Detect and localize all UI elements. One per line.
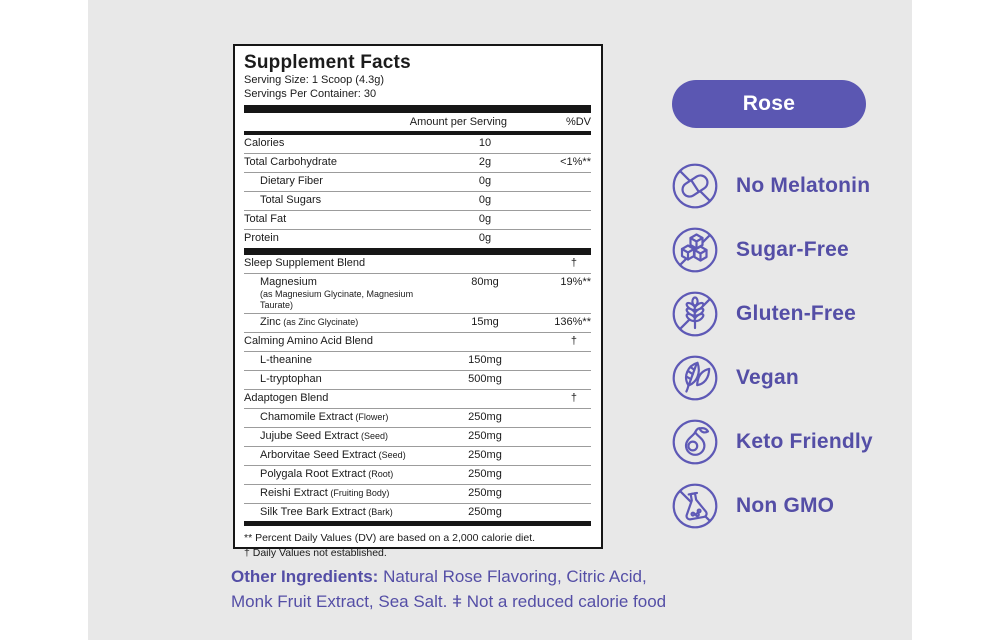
facts-rows: [244, 135, 591, 522]
facts-row: Sleep Supplement Blend †: [244, 255, 591, 274]
gluten-free-icon: [671, 290, 719, 338]
badge-label: Vegan: [736, 366, 799, 389]
section-divider: [244, 105, 591, 113]
servings-per-container: Servings Per Container: 30: [244, 87, 377, 100]
footnote-dagger: † Daily Values not established.: [244, 546, 387, 559]
facts-row: L-theanine 150mg: [244, 352, 591, 371]
facts-row: Silk Tree Bark Extract (Bark) 250mg: [260, 506, 502, 518]
flavor-rose-button[interactable]: Rose: [672, 80, 866, 128]
facts-title: Supplement Facts: [244, 52, 411, 73]
badge-keto-friendly: [671, 418, 873, 466]
badge-label: Non GMO: [736, 494, 835, 517]
badge-label: Gluten-Free: [736, 302, 857, 325]
facts-column-headers: [244, 113, 591, 131]
product-info-panel: [88, 0, 912, 640]
dv-column-header: %DV: [565, 116, 591, 128]
facts-row: Total Fat 0g: [244, 211, 591, 230]
facts-row: L-tryptophan 500mg: [244, 371, 591, 390]
amount-column-header: Amount per Serving: [409, 116, 507, 128]
other-ingredients-line2: Monk Fruit Extract, Sea Salt. ǂ Not a reduced calorie food: [231, 591, 667, 611]
facts-row: Polygala Root Extract (Root) 250mg: [244, 466, 591, 485]
other-ingredients-label: Other Ingredients:: [231, 567, 379, 586]
feature-badges: [671, 162, 873, 546]
badge-vegan: [671, 354, 873, 402]
badge-no-melatonin: [671, 162, 873, 210]
badge-non-gmo: [671, 482, 873, 530]
facts-row: Jujube Seed Extract (Seed) 250mg: [244, 428, 591, 447]
facts-row: Calories 10: [244, 135, 591, 154]
vegan-icon: [671, 354, 719, 402]
non-gmo-icon: [671, 482, 719, 530]
other-ingredients: [231, 565, 701, 614]
facts-row: Total Sugars 0g: [244, 192, 591, 211]
badge-label: Sugar-Free: [736, 238, 849, 261]
sugar-free-icon: [671, 226, 719, 274]
other-ingredients-line1: Other Ingredients: Natural Rose Flavoring, Citric Acid,: [231, 567, 647, 586]
facts-row: Calming Amino Acid Blend †: [244, 333, 591, 352]
supplement-facts-label: [233, 44, 603, 559]
footnote-dv: ** Percent Daily Values (DV) are based on a 2,000 calorie diet.: [244, 532, 536, 544]
badge-label: Keto Friendly: [736, 430, 873, 453]
facts-row: Chamomile Extract (Flower) 250mg: [244, 409, 591, 428]
no-melatonin-icon: [671, 162, 719, 210]
badge-sugar-free: [671, 226, 873, 274]
badge-gluten-free: [671, 290, 873, 338]
keto-friendly-icon: [671, 418, 719, 466]
facts-row: Protein 0g: [244, 230, 591, 249]
facts-row: Total Carbohydrate 2g <1%**: [244, 154, 591, 173]
facts-footnotes: [244, 526, 591, 560]
facts-row: Reishi Extract (Fruiting Body) 250mg: [244, 485, 591, 504]
serving-size: Serving Size: 1 Scoop (4.3g): [244, 74, 385, 86]
badge-label: No Melatonin: [736, 174, 871, 197]
facts-row: Dietary Fiber 0g: [244, 173, 591, 192]
section-divider: [244, 248, 591, 255]
facts-row: Arborvitae Seed Extract (Seed) 250mg: [244, 447, 591, 466]
facts-row: Adaptogen Blend †: [244, 390, 591, 409]
facts-row: Magnesium (as Magnesium Glycinate, Magnesium Taurate) 80mg 19%**: [244, 274, 591, 314]
facts-row: Zinc (as Zinc Glycinate) 15mg 136%**: [244, 314, 591, 333]
